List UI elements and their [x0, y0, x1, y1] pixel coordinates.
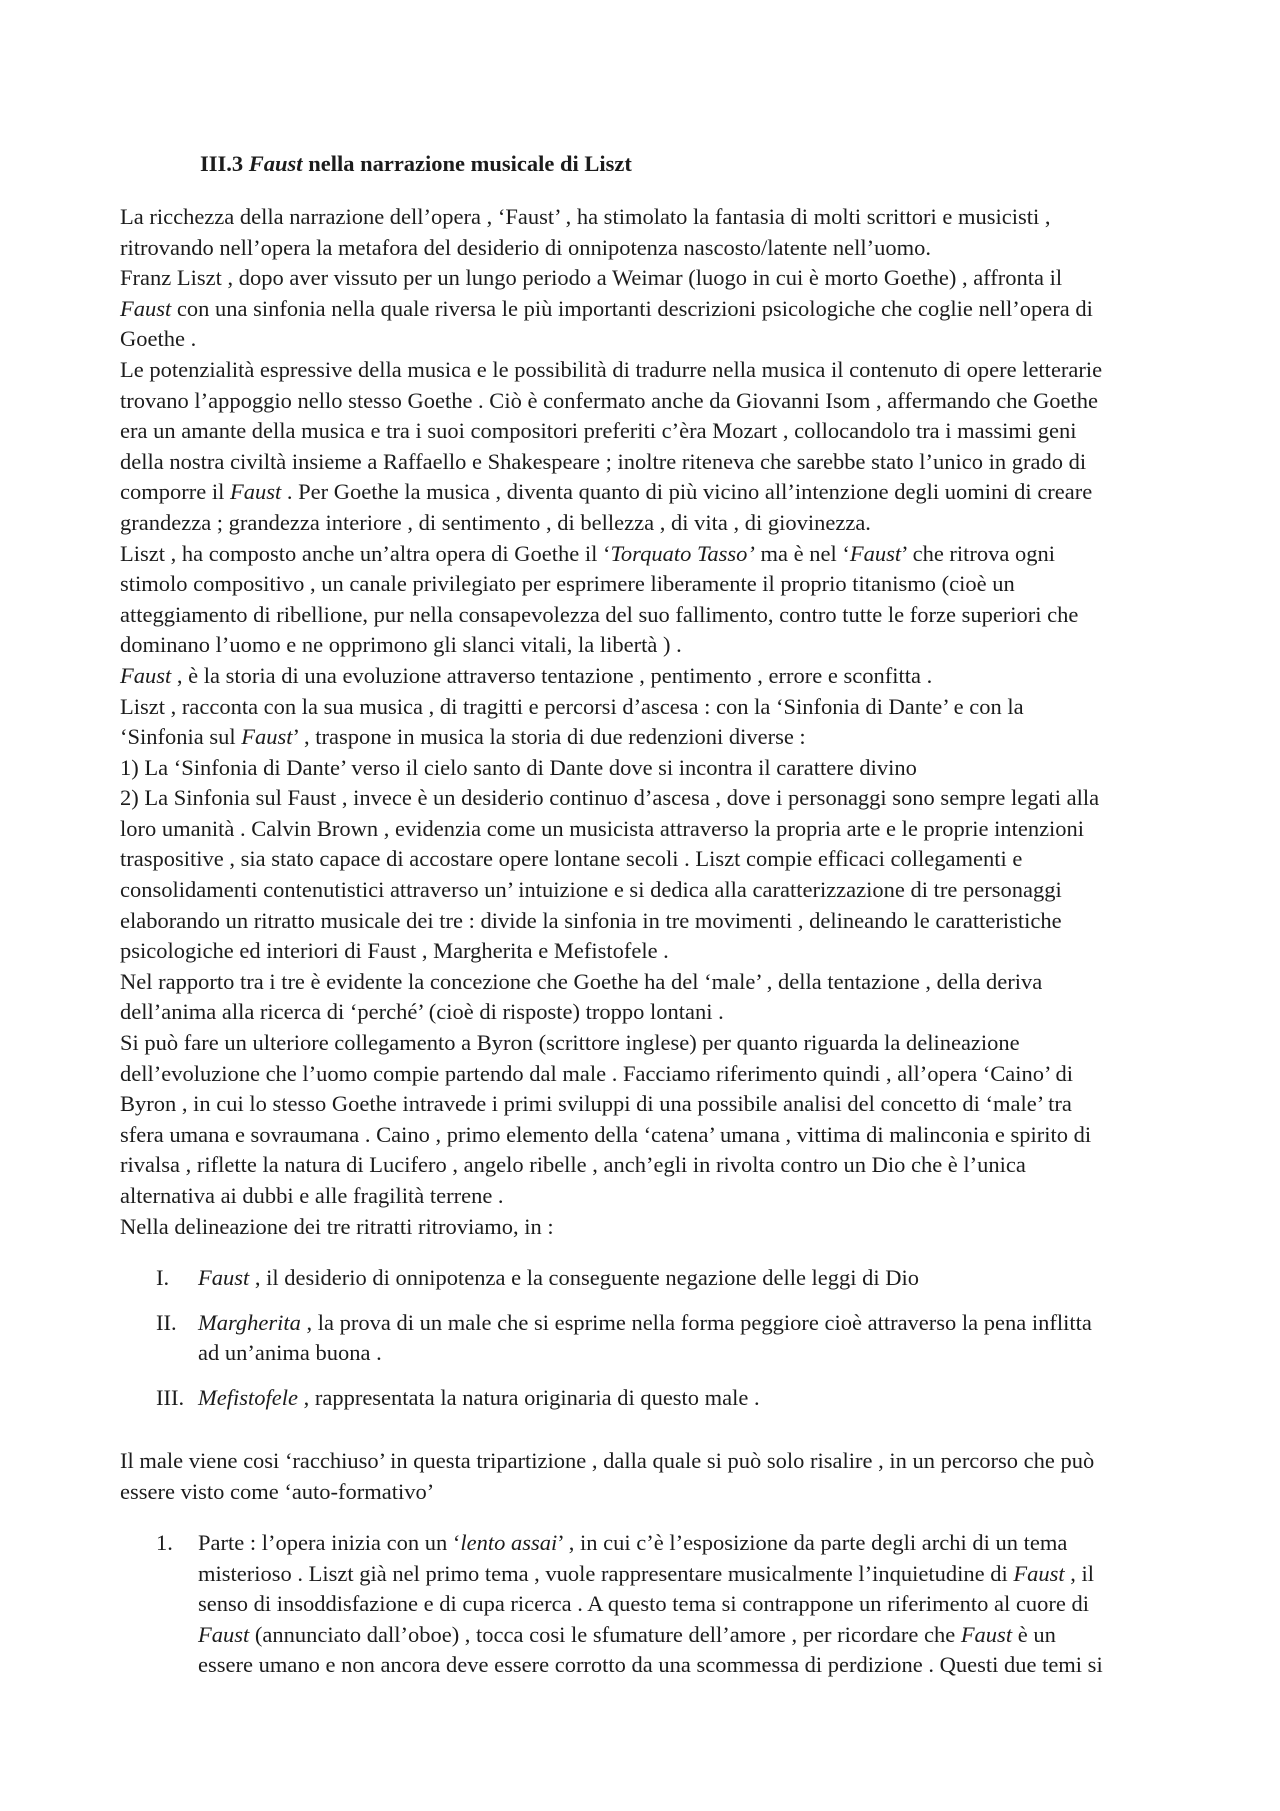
- italic-text: Faust: [120, 662, 172, 688]
- italic-text: Faust: [120, 295, 172, 321]
- text-line: [120, 324, 1180, 355]
- italic-text: Faust: [241, 724, 293, 750]
- text-line: [120, 936, 1180, 967]
- section-title: nella narrazione musicale di Liszt: [308, 151, 632, 176]
- text-run: Goethe .: [120, 326, 197, 352]
- text-line: [120, 692, 1180, 723]
- text-line: [120, 661, 1180, 692]
- text-run: ad un’anima buona .: [198, 1340, 382, 1366]
- text-line: [120, 1059, 1180, 1090]
- text-line: [120, 233, 1180, 264]
- text-line: [198, 1620, 1180, 1651]
- text-run: alternativa ai dubbi e alle fragilità terrene .: [120, 1183, 504, 1208]
- paragraph-p7: [120, 967, 1180, 1028]
- text-line: [120, 906, 1180, 937]
- text-run: , è la storia di una evoluzione attraverso tentazione , pentimento , errore e sconfitta .: [171, 662, 933, 688]
- roman-list-item: [120, 1383, 1180, 1414]
- text-run: Le potenzialità espressive della musica e le possibilità di tradurre nella musica il contenuto di opere letterarie: [120, 356, 1103, 382]
- text-line: [120, 1181, 1180, 1212]
- text-line: [198, 1589, 1180, 1620]
- italic-text: Faust: [198, 1265, 250, 1290]
- text-run: essere visto come ‘auto-formativo’: [120, 1478, 435, 1504]
- text-line: [120, 1150, 1180, 1181]
- text-run: psicologiche ed interiori di Faust , Margherita e Mefistofele .: [120, 938, 669, 964]
- text-run: La ricchezza della narrazione dell’opera , ‘Faust’ , ha stimolato la fantasia di molti scrittori e musicisti ,: [120, 204, 1051, 229]
- italic-text: lento assai: [460, 1530, 558, 1555]
- text-run: traspositive , sia stato capace di accostare opere lontane secoli . Liszt compie efficaci collegamenti e: [120, 846, 1023, 872]
- text-run: 1) La ‘Sinfonia di Dante’ verso il cielo santo di Dante dove si incontra il carattere divino: [120, 754, 917, 780]
- text-run: sfera umana e sovraumana . Caino , primo elemento della ‘catena’ umana , vittima di malinconia e spirito di: [120, 1121, 1092, 1147]
- text-run: Byron , in cui lo stesso Goethe intravede i primi sviluppi di una possibile analisi del concetto di ‘male’ tra: [120, 1091, 1072, 1117]
- text-run: Liszt , ha composto anche un’altra opera di Goethe il ‘: [120, 540, 611, 566]
- text-run: stimolo compositivo , un canale privilegiato per esprimere liberamente il proprio titanismo (cioè un: [120, 571, 1015, 597]
- text-line: [120, 753, 1180, 784]
- text-run: , il desiderio di onnipotenza e la conseguente negazione delle leggi di Dio: [249, 1265, 920, 1290]
- text-line: [198, 1263, 1180, 1294]
- text-line: [120, 875, 1180, 906]
- italic-text: Faust: [1013, 1560, 1065, 1586]
- paragraph-p5: [120, 661, 1180, 692]
- text-run: dell’anima alla ricerca di ‘perché’ (cioè di risposte) troppo lontani .: [120, 999, 724, 1025]
- text-run: essere umano e non ancora deve essere corrotto da una scommessa di perdizione . Questi due temi si: [198, 1652, 1103, 1678]
- text-line: [120, 202, 1180, 233]
- italic-text: Faust: [960, 1621, 1013, 1647]
- text-line: [120, 1089, 1180, 1120]
- paragraph-p3: [120, 355, 1180, 539]
- text-run: dominano l’uomo e ne opprimono gli slanci vitali, la libertà ) .: [120, 632, 682, 658]
- text-line: [120, 447, 1180, 478]
- text-run: ’ , in cui c’è l’esposizione da parte degli archi di un tema: [557, 1530, 1068, 1555]
- text-run: . Per Goethe la musica , diventa quanto di più vicino all’intenzione degli uomini di creare: [281, 479, 1093, 505]
- text-line: [120, 263, 1180, 294]
- text-line: [120, 1120, 1180, 1151]
- section-heading: [200, 150, 632, 178]
- text-line: [120, 630, 1180, 661]
- paragraph-p6: [120, 692, 1180, 967]
- text-run: comporre il: [120, 479, 230, 505]
- text-line: [198, 1338, 1180, 1369]
- text-line: [120, 416, 1180, 447]
- text-run: con una sinfonia nella quale riversa le più importanti descrizioni psicologiche che coglie nell’opera di: [171, 295, 1093, 321]
- italic-text: Faust: [198, 1621, 250, 1647]
- italic-text: Torquato Tasso’: [610, 540, 755, 566]
- text-line: [120, 386, 1180, 417]
- text-run: è un: [1012, 1621, 1056, 1647]
- numbered-list-item: [120, 1528, 1180, 1681]
- text-line: [120, 477, 1180, 508]
- italic-text: Faust: [229, 479, 282, 505]
- text-line: [120, 508, 1180, 539]
- text-line: [198, 1559, 1180, 1590]
- text-run: Liszt , racconta con la sua musica , di tragitti e percorsi d’ascesa : con la ‘Sinfonia di Dante’ e con la: [120, 693, 1024, 719]
- list-marker: II.: [156, 1309, 177, 1335]
- text-run: , il: [1064, 1560, 1095, 1586]
- text-line: [120, 1446, 1180, 1477]
- text-run: trovano l’appoggio nello stesso Goethe . Ciò è confermato anche da Giovanni Isom , affermando che Goethe: [120, 387, 1099, 413]
- closing-paragraph: [120, 1446, 1180, 1507]
- numbered-list: [120, 1528, 1180, 1681]
- roman-list-item: [120, 1263, 1180, 1294]
- text-run: (annunciato dall’oboe) , tocca cosi le sfumature dell’amore , per ricordare che: [249, 1621, 961, 1647]
- text-run: misterioso . Liszt già nel primo tema , vuole rappresentare musicalmente l’inquietudine di: [198, 1560, 1014, 1586]
- text-line: [120, 539, 1180, 570]
- text-line: [120, 814, 1180, 845]
- text-line: [120, 355, 1180, 386]
- text-run: ma è nel ‘: [754, 540, 850, 566]
- text-run: ‘Sinfonia sul: [120, 724, 242, 750]
- section-number: III.3: [200, 151, 244, 176]
- text-run: Il male viene cosi ‘racchiuso’ in questa tripartizione , dalla quale si può solo risalire , in un percorso che può: [120, 1448, 1095, 1473]
- text-line: [120, 1028, 1180, 1059]
- text-line: [120, 294, 1180, 325]
- text-run: loro umanità . Calvin Brown , evidenzia come un musicista attraverso la propria arte e le proprie intenzioni: [120, 815, 1085, 841]
- paragraph-p9: [120, 1212, 1180, 1243]
- text-line: [198, 1650, 1180, 1681]
- paragraph-p1: [120, 202, 1180, 263]
- text-run: Si può fare un ulteriore collegamento a Byron (scrittore inglese) per quanto riguarda la delineazione: [120, 1030, 1020, 1056]
- text-run: ’ , traspone in musica la storia di due redenzioni diverse :: [292, 724, 806, 750]
- text-run: ritrovando nell’opera la metafora del desiderio di onnipotenza nascosto/latente nell’uomo.: [120, 234, 931, 260]
- text-line: [120, 600, 1180, 631]
- text-run: rivalsa , riflette la natura di Lucifero , angelo ribelle , anch’egli in rivolta contro un Dio che è l’unica: [120, 1152, 1026, 1178]
- roman-list-item: [120, 1308, 1180, 1369]
- paragraph-p4: [120, 539, 1180, 661]
- text-run: senso di insoddisfazione e di cupa ricerca . A questo tema si contrappone un riferimento al cuore di: [198, 1591, 1089, 1617]
- text-run: Franz Liszt , dopo aver vissuto per un lungo periodo a Weimar (luogo in cui è morto Goethe) , affronta il: [120, 265, 1063, 291]
- text-run: 2) La Sinfonia sul Faust , invece è un desiderio continuo d’ascesa , dove i personaggi sono sempre legati alla: [120, 785, 1100, 811]
- text-line: [120, 1212, 1180, 1243]
- text-run: della nostra civiltà insieme a Raffaello e Shakespeare ; inoltre riteneva che sarebbe stato l’unico in grado di: [120, 448, 1087, 474]
- text-line: [120, 844, 1180, 875]
- text-run: , rappresentata la natura originaria di questo male .: [297, 1384, 760, 1410]
- text-run: grandezza ; grandezza interiore , di sentimento , di bellezza , di vita , di giovinezza.: [120, 509, 871, 535]
- text-line: [120, 722, 1180, 753]
- italic-text: Margherita: [198, 1309, 301, 1335]
- text-run: consolidamenti contenutistici attraverso un’ intuizione e si dedica alla caratterizzazione di tre personaggi: [120, 877, 1062, 903]
- text-line: [198, 1528, 1180, 1559]
- text-line: [198, 1383, 1180, 1414]
- paragraph-p8: [120, 1028, 1180, 1212]
- text-line: [120, 997, 1180, 1028]
- text-run: era un amante della musica e tra i suoi compositori preferiti c’èra Mozart , collocandolo tra i massimi geni: [120, 418, 1077, 444]
- text-run: Parte : l’opera inizia con un ‘: [198, 1530, 461, 1555]
- text-run: Nel rapporto tra i tre è evidente la concezione che Goethe ha del ‘male’ , della tentazione , della deriva: [120, 968, 1043, 994]
- list-marker: III.: [156, 1384, 185, 1410]
- text-run: Nella delineazione dei tre ritratti ritroviamo, in :: [120, 1213, 554, 1239]
- text-run: atteggiamento di ribellione, pur nella consapevolezza del suo fallimento, contro tutte le forze superiori che: [120, 601, 1079, 627]
- text-run: , la prova di un male che si esprime nella forma peggiore cioè attraverso la pena inflitta: [300, 1309, 1092, 1335]
- roman-numeral-list: [120, 1263, 1180, 1427]
- body-text: [120, 202, 1180, 1242]
- text-line: [120, 569, 1180, 600]
- italic-text: Mefistofele: [198, 1384, 298, 1410]
- text-line: [198, 1308, 1180, 1339]
- text-run: elaborando un ritratto musicale dei tre : divide la sinfonia in tre movimenti , delineando le caratteristiche: [120, 907, 1062, 933]
- italic-text: Faust: [849, 540, 902, 566]
- text-line: [120, 783, 1180, 814]
- text-line: [120, 1477, 1180, 1508]
- text-line: [120, 967, 1180, 998]
- section-title-italic: Faust: [248, 151, 303, 176]
- list-marker: I.: [156, 1265, 170, 1290]
- text-run: ’ che ritrova ogni: [901, 540, 1056, 566]
- paragraph-closing: [120, 1446, 1180, 1507]
- paragraph-p2: [120, 263, 1180, 355]
- text-run: dell’evoluzione che l’uomo compie partendo dal male . Facciamo riferimento quindi , all’opera ‘Caino’ di: [120, 1060, 1073, 1086]
- list-marker: 1.: [156, 1530, 173, 1555]
